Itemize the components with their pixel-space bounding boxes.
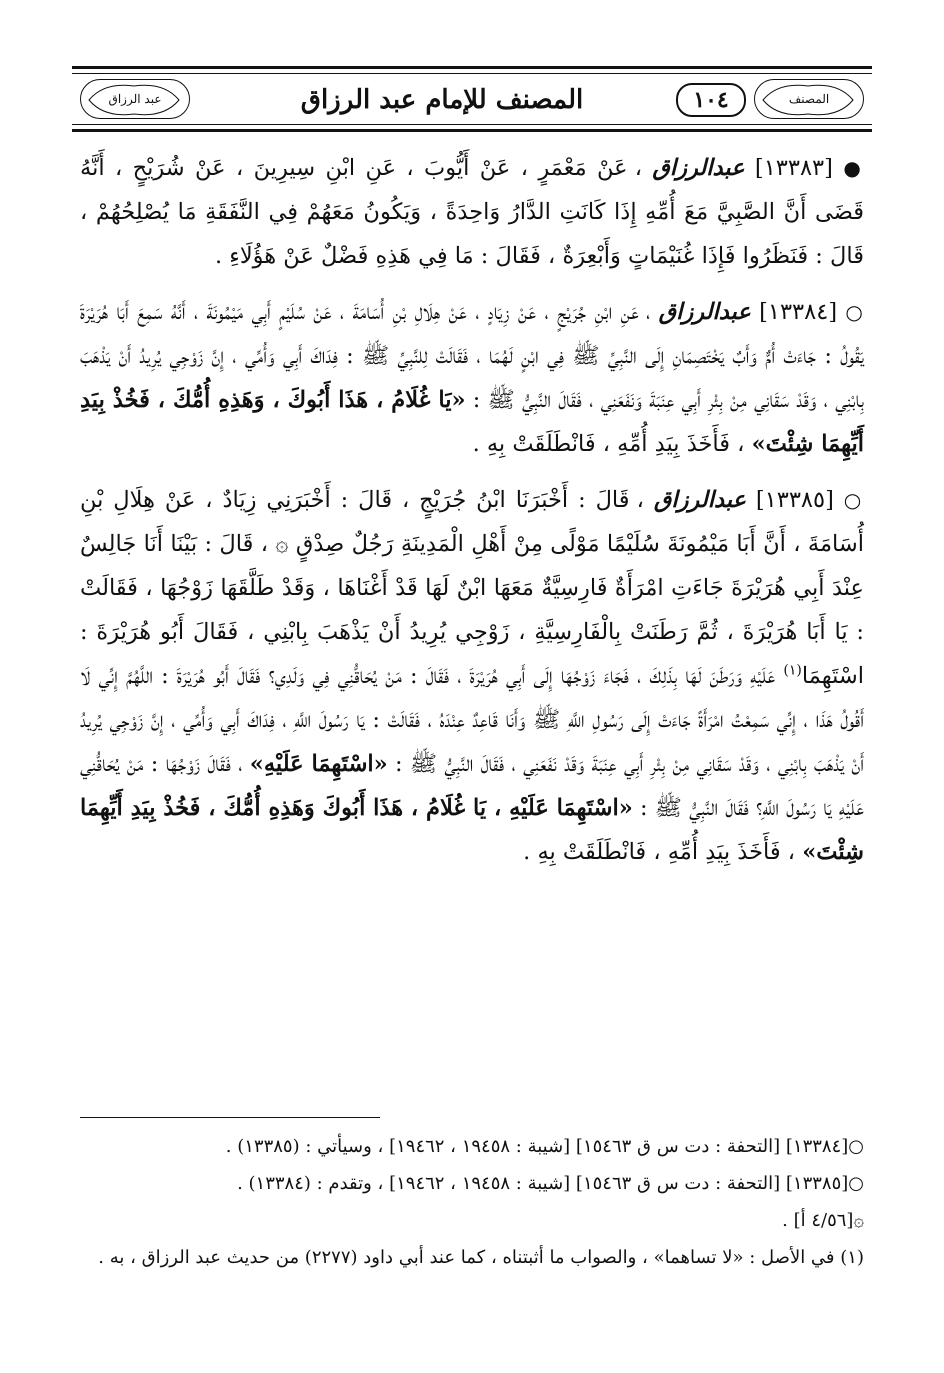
footnote-line: ○[١٣٣٨٥] [التحفة : دت س ق ١٥٤٦٣] [شيبة : ١٩٤٥٨ ، ١٩٤٦٢] ، وتقدم : (١٣٣٨٤) . [237, 1173, 864, 1194]
prophet-quote: «اسْتَهِمَا عَلَيْهِ ، يَا غُلَامُ ، هَذَا أَبُوكَ وَهَذِهِ أُمُّكَ ، فَخُذْ بِيَدِ أَيِّهِمَا شِئْتَ» [80, 795, 864, 865]
hadith-entry [80, 478, 864, 874]
header-ornament-right [754, 79, 864, 119]
hadith-entry [80, 290, 864, 466]
footnote-divider [80, 1117, 380, 1118]
author-name: عبدالرزاق [652, 155, 745, 181]
prophet-quote: «يَا غُلَامُ ، هَذَا أَبُوكَ ، وَهَذِهِ أُمُّكَ ، فَخُذْ بِيَدِ أَيِّهِمَا شِئْتَ» [80, 387, 864, 457]
bullet-icon: ● [843, 156, 864, 180]
header-ornament-left [80, 79, 190, 119]
header-ornament-left-text: عبد الرزاق [108, 92, 162, 106]
footnote-line: ۞[٤/٥٦ أ] . [782, 1210, 864, 1231]
hadith-number: [١٣٣٨٥] [755, 487, 834, 513]
book-title: المصنف للإمام عبد الرزاق [300, 85, 584, 115]
hadith-text: عَلَيْهِ وَرَطَنَ لَهَا بِذَلِكَ ، فَجَاءَ زَوْجُهَا إِلَى أَبِي هُرَيْرَةَ ، فَقَالَ : مَنْ يُحَاقُّنِي فِي وَلَدِي؟ فَقَالَ أَبُو هُرَيْرَةَ : اللَّهُمَّ إِنِّي لَا أَقُولُ هَذَا ، إِنِّي سَمِعْتُ امْرَأَةً جَاءَتْ إِلَى رَسُولِ اللَّهِ ﷺ وَأَنَا قَاعِدٌ عِنْدَهُ ، فَقَالَتْ : يَا رَسُولَ اللَّهِ ، فِدَاكَ أَبِي وَأُمِّي ، إِنَّ زَوْجِي يُرِيدُ أَنْ يَذْهَبَ بِابْنِي ، وَقَدْ سَقَانِي مِنْ بِئْرِ أَبِي عِنَبَةَ وَقَدْ نَفَعَنِي ، فَقَالَ النَّبِيُّ ﷺ : [80, 663, 865, 777]
hadith-text: ، عَنِ ابْنِ جُرَيْجٍ ، عَنْ زِيَادٍ ، عَنْ هِلَالِ بْنِ أُسَامَةَ ، عَنْ سُلَيْمٍ أَبِي مَيْمُونَةَ ، أَنَّهُ سَمِعَ أَبَا هُرَيْرَةَ يَقُولُ : جَاءَتْ أُمٌّ وَأَبٌ يَخْتَصِمَانِ إِلَى النَّبِيِّ ﷺ فِي ابْنٍ لَهُمَا ، فَقَالَتْ لِلنَّبِيِّ ﷺ : فِدَاكَ أَبِي وَأُمِّي ، إِنَّ زَوْجِي يُرِيدُ أَنْ يَذْهَبَ بِابْنِي ، وَقَدْ سَقَانِي مِنْ بِئْرِ أَبِي عِنَبَةَ وَنَفَعَنِي ، فَقَالَ النَّبِيُّ ﷺ : [80, 299, 864, 413]
hadith-entry [80, 146, 864, 278]
hadith-number: [١٣٣٨٤] [759, 299, 838, 325]
page-number: ١٠٤ [676, 83, 746, 117]
hadith-text: ، فَقَالَ زَوْجُهَا : مَنْ يُحَاقُّنِي عَلَيْهِ يَا رَسُولَ اللَّهِ؟ فَقَالَ النَّبِيُّ ﷺ : [80, 751, 864, 821]
footnote-line: ○[١٣٣٨٤] [التحفة : دت س ق ١٥٤٦٣] [شيبة : ١٩٤٥٨ ، ١٩٤٦٢] ، وسيأتي : (١٣٣٨٥) . [225, 1136, 864, 1157]
hadith-text: ، فَأَخَذَ بِيَدِ أُمِّهِ ، فَانْطَلَقَتْ بِهِ . [472, 431, 745, 457]
author-name: عبدالرزاق [653, 487, 746, 513]
footnote-reference[interactable]: (١) [783, 662, 802, 679]
hadith-number: [١٣٣٨٣] [754, 155, 833, 181]
hadith-text: ، قَالَ : أَخْبَرَنَا ابْنُ جُرَيْجٍ ، قَالَ : أَخْبَرَنِي زِيَادٌ ، عَنْ هِلَالِ بْنِ أُسَامَةَ ، أَنَّ أَبَا مَيْمُونَةَ سُلَيْمًا مَوْلًى مِنْ أَهْلِ الْمَدِينَةِ رَجُلٌ صِدْقٍ ۞ ، قَالَ : بَيْنَا أَنَا جَالِسٌ عِنْدَ أَبِي هُرَيْرَةَ جَاءَتِ امْرَأَةٌ فَارِسِيَّةٌ مَعَهَا ابْنٌ لَهَا قَدْ أَغْنَاهَا ، وَقَدْ طَلَّقَهَا زَوْجُهَا ، فَقَالَتْ : يَا أَبَا هُرَيْرَةَ ، ثُمَّ رَطَنَتْ بِالْفَارِسِيَّةِ ، زَوْجِي يُرِيدُ أَنْ يَذْهَبَ بِابْنِي ، فَقَالَ أَبُو هُرَيْرَةَ : اسْتَهِمَا [80, 487, 864, 689]
footnotes [80, 1128, 864, 1276]
main-text [80, 146, 864, 886]
prophet-quote: «اسْتَهِمَا عَلَيْهِ» [249, 751, 388, 777]
circle-marker-icon: ○ [843, 488, 864, 512]
hadith-text: ، عَنْ مَعْمَرٍ ، عَنْ أَيُّوبَ ، عَنِ ابْنِ سِيرِينَ ، عَنْ شُرَيْحٍ ، أَنَّهُ قَضَى أَنَّ الصَّبِيَّ مَعَ أُمِّهِ إِذَا كَانَتِ الدَّارُ وَاحِدَةً ، وَيَكُونُ مَعَهُمْ فِي النَّفَقَةِ مَا يُصْلِحُهُمْ ، قَالَ : فَنَظَرُوا فَإِذَا غُنَيْمَاتٍ وَأَبْعِرَةٌ ، فَقَالَ : مَا فِي هَذِهِ فَضْلٌ عَنْ هَؤُلَاءِ . [80, 155, 864, 269]
footnote-line: (١) في الأصل : «لا تساهما» ، والصواب ما أثبتناه ، كما عند أبي داود (٢٢٧٧) من حديث عبد الرزاق ، به . [98, 1247, 864, 1268]
page-header [72, 66, 872, 132]
hadith-text: ، فَأَخَذَ بِيَدِ أُمِّهِ ، فَانْطَلَقَتْ بِهِ . [523, 839, 796, 865]
author-name: عبدالرزاق [658, 299, 751, 325]
circle-marker-icon: ○ [845, 300, 865, 324]
header-ornament-right-text: المصنف [788, 92, 830, 106]
